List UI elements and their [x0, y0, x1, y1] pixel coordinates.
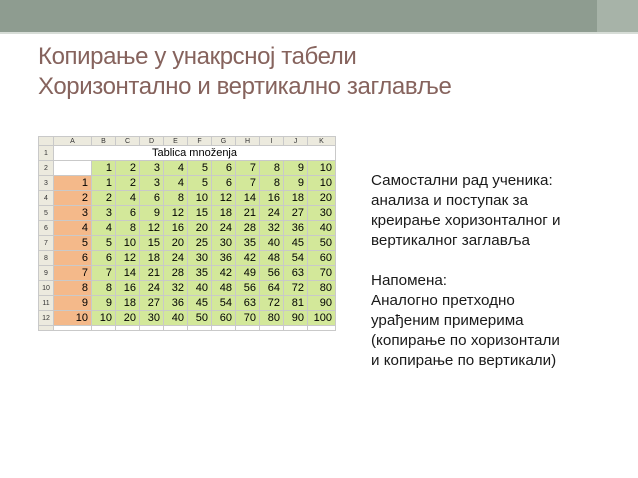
column-header-K[interactable]: K	[308, 137, 336, 146]
product-cell[interactable]: 25	[188, 236, 212, 251]
product-cell[interactable]: 49	[236, 266, 260, 281]
product-cell[interactable]: 1	[92, 176, 116, 191]
product-cell[interactable]: 30	[212, 236, 236, 251]
product-cell[interactable]: 9	[284, 176, 308, 191]
product-cell[interactable]: 5	[188, 176, 212, 191]
column-header-I[interactable]: I	[260, 137, 284, 146]
row-header-3[interactable]: 3	[39, 176, 54, 191]
product-cell[interactable]: 56	[260, 266, 284, 281]
column-header-E[interactable]: E	[164, 137, 188, 146]
product-cell[interactable]: 10	[308, 176, 336, 191]
row-header-5[interactable]: 5	[39, 206, 54, 221]
product-cell[interactable]: 30	[188, 251, 212, 266]
product-cell[interactable]: 72	[260, 296, 284, 311]
product-cell[interactable]: 56	[236, 281, 260, 296]
notes-line-4: вертикалног заглавља	[371, 232, 530, 249]
product-cell[interactable]: 6	[140, 191, 164, 206]
product-cell[interactable]: 21	[236, 206, 260, 221]
product-cell[interactable]: 9	[140, 206, 164, 221]
header-value-cell[interactable]: 4	[164, 161, 188, 176]
product-cell[interactable]: 30	[308, 206, 336, 221]
notes-line-9: и копирање по вертикали)	[371, 352, 557, 369]
column-header-A[interactable]: A	[54, 137, 92, 146]
product-cell[interactable]: 16	[164, 221, 188, 236]
product-cell[interactable]: 63	[284, 266, 308, 281]
product-cell[interactable]: 60	[212, 311, 236, 326]
notes-line-7: урађеним примерима	[371, 312, 524, 329]
product-cell[interactable]: 12	[116, 251, 140, 266]
row-header-partial	[39, 326, 54, 331]
header-value-cell[interactable]: 3	[140, 161, 164, 176]
product-cell[interactable]: 28	[164, 266, 188, 281]
product-cell[interactable]: 40	[188, 281, 212, 296]
product-cell[interactable]: 40	[164, 311, 188, 326]
empty-cell[interactable]	[92, 326, 116, 331]
table-row	[39, 176, 336, 191]
product-cell[interactable]: 45	[284, 236, 308, 251]
product-cell[interactable]: 36	[164, 296, 188, 311]
notes-line-2: анализа и поступак за	[371, 192, 528, 209]
partial-row	[39, 326, 336, 331]
product-cell[interactable]: 70	[236, 311, 260, 326]
table-row	[39, 296, 336, 311]
empty-cell[interactable]	[284, 326, 308, 331]
table-row	[39, 146, 336, 161]
product-cell[interactable]: 18	[212, 206, 236, 221]
table-row	[39, 251, 336, 266]
product-cell[interactable]: 6	[92, 251, 116, 266]
row-label-cell[interactable]: 3	[54, 206, 92, 221]
product-cell[interactable]: 20	[116, 311, 140, 326]
row-label-cell[interactable]: 2	[54, 191, 92, 206]
row-header-9[interactable]: 9	[39, 266, 54, 281]
product-cell[interactable]: 10	[188, 191, 212, 206]
corner-cell[interactable]	[54, 161, 92, 176]
row-header-11[interactable]: 11	[39, 296, 54, 311]
product-cell[interactable]: 24	[212, 221, 236, 236]
table-row	[39, 281, 336, 296]
header-value-cell[interactable]: 7	[236, 161, 260, 176]
slide-top-bar	[0, 0, 638, 32]
row-label-cell[interactable]: 4	[54, 221, 92, 236]
product-cell[interactable]: 90	[284, 311, 308, 326]
product-cell[interactable]: 54	[284, 251, 308, 266]
header-value-cell[interactable]: 5	[188, 161, 212, 176]
empty-cell[interactable]	[212, 326, 236, 331]
product-cell[interactable]: 10	[92, 311, 116, 326]
table-row	[39, 161, 336, 176]
row-label-cell[interactable]: 7	[54, 266, 92, 281]
column-header-G[interactable]: G	[212, 137, 236, 146]
product-cell[interactable]: 4	[92, 221, 116, 236]
slide-title	[38, 42, 451, 102]
product-cell[interactable]: 27	[140, 296, 164, 311]
product-cell[interactable]: 9	[92, 296, 116, 311]
product-cell[interactable]: 54	[212, 296, 236, 311]
notes-line-5: Напомена:	[371, 272, 448, 289]
product-cell[interactable]: 80	[260, 311, 284, 326]
product-cell[interactable]: 3	[140, 176, 164, 191]
product-cell[interactable]: 15	[188, 206, 212, 221]
table-row	[39, 266, 336, 281]
row-header-6[interactable]: 6	[39, 221, 54, 236]
notes-line-8: (копирање по хоризонтали	[371, 332, 560, 349]
product-cell[interactable]: 64	[260, 281, 284, 296]
slide-title-line-1: Копирање у унакрсној табели	[38, 43, 357, 70]
row-header-1[interactable]: 1	[39, 146, 54, 161]
spreadsheet-screenshot	[38, 136, 338, 331]
product-cell[interactable]: 63	[236, 296, 260, 311]
product-cell[interactable]: 50	[308, 236, 336, 251]
row-header-4[interactable]: 4	[39, 191, 54, 206]
product-cell[interactable]: 42	[236, 251, 260, 266]
row-label-cell[interactable]: 5	[54, 236, 92, 251]
empty-cell[interactable]	[164, 326, 188, 331]
product-cell[interactable]: 100	[308, 311, 336, 326]
empty-cell[interactable]	[188, 326, 212, 331]
notes-line-3: креирање хоризонталног и	[371, 212, 561, 229]
empty-cell[interactable]	[308, 326, 336, 331]
product-cell[interactable]: 70	[308, 266, 336, 281]
product-cell[interactable]: 28	[236, 221, 260, 236]
product-cell[interactable]: 40	[308, 221, 336, 236]
notes-line-6: Аналогно претходно	[371, 292, 515, 309]
empty-cell[interactable]	[54, 326, 92, 331]
slide-top-bar-accent	[597, 0, 638, 32]
row-label-cell[interactable]: 9	[54, 296, 92, 311]
product-cell[interactable]: 8	[92, 281, 116, 296]
product-cell[interactable]: 4	[164, 176, 188, 191]
product-cell[interactable]: 18	[116, 296, 140, 311]
header-value-cell[interactable]: 10	[308, 161, 336, 176]
product-cell[interactable]: 8	[164, 191, 188, 206]
table-row	[39, 191, 336, 206]
column-header-D[interactable]: D	[140, 137, 164, 146]
product-cell[interactable]: 2	[116, 176, 140, 191]
product-cell[interactable]: 48	[212, 281, 236, 296]
header-value-cell[interactable]: 9	[284, 161, 308, 176]
multiplication-table-grid	[38, 136, 336, 331]
product-cell[interactable]: 90	[308, 296, 336, 311]
product-cell[interactable]: 7	[92, 266, 116, 281]
product-cell[interactable]: 14	[116, 266, 140, 281]
product-cell[interactable]: 20	[308, 191, 336, 206]
product-cell[interactable]: 16	[116, 281, 140, 296]
column-header-J[interactable]: J	[284, 137, 308, 146]
column-header-B[interactable]: B	[92, 137, 116, 146]
product-cell[interactable]: 24	[140, 281, 164, 296]
instructions-text	[371, 171, 621, 371]
product-cell[interactable]: 20	[188, 221, 212, 236]
product-cell[interactable]: 12	[140, 221, 164, 236]
product-cell[interactable]: 35	[236, 236, 260, 251]
empty-cell[interactable]	[116, 326, 140, 331]
row-header-10[interactable]: 10	[39, 281, 54, 296]
product-cell[interactable]: 72	[284, 281, 308, 296]
slide-title-line-2: Хоризонтално и вертикално заглавље	[38, 73, 452, 100]
product-cell[interactable]: 2	[92, 191, 116, 206]
product-cell[interactable]: 18	[284, 191, 308, 206]
notes-line-1: Самостални рад ученика:	[371, 172, 553, 189]
product-cell[interactable]: 6	[116, 206, 140, 221]
product-cell[interactable]: 60	[308, 251, 336, 266]
product-cell[interactable]: 40	[260, 236, 284, 251]
product-cell[interactable]: 30	[140, 311, 164, 326]
product-cell[interactable]: 24	[164, 251, 188, 266]
product-cell[interactable]: 36	[284, 221, 308, 236]
header-value-cell[interactable]: 1	[92, 161, 116, 176]
product-cell[interactable]: 27	[284, 206, 308, 221]
select-all-corner[interactable]	[39, 137, 54, 146]
table-title-cell[interactable]: Tablica množenja	[54, 146, 336, 161]
product-cell[interactable]: 20	[164, 236, 188, 251]
product-cell[interactable]: 18	[140, 251, 164, 266]
product-cell[interactable]: 45	[188, 296, 212, 311]
table-row	[39, 236, 336, 251]
empty-cell[interactable]	[260, 326, 284, 331]
product-cell[interactable]: 35	[188, 266, 212, 281]
table-row	[39, 311, 336, 326]
product-cell[interactable]: 4	[116, 191, 140, 206]
row-label-cell[interactable]: 6	[54, 251, 92, 266]
slide-top-divider	[0, 32, 638, 34]
row-header-12[interactable]: 12	[39, 311, 54, 326]
notes-spacer	[371, 251, 621, 271]
product-cell[interactable]: 16	[260, 191, 284, 206]
product-cell[interactable]: 32	[260, 221, 284, 236]
table-row	[39, 221, 336, 236]
product-cell[interactable]: 21	[140, 266, 164, 281]
product-cell[interactable]: 5	[92, 236, 116, 251]
product-cell[interactable]: 6	[212, 176, 236, 191]
product-cell[interactable]: 36	[212, 251, 236, 266]
product-cell[interactable]: 10	[116, 236, 140, 251]
column-header-row	[39, 137, 336, 146]
row-header-7[interactable]: 7	[39, 236, 54, 251]
product-cell[interactable]: 15	[140, 236, 164, 251]
row-header-8[interactable]: 8	[39, 251, 54, 266]
row-header-2[interactable]: 2	[39, 161, 54, 176]
column-header-C[interactable]: C	[116, 137, 140, 146]
row-label-cell[interactable]: 8	[54, 281, 92, 296]
column-header-H[interactable]: H	[236, 137, 260, 146]
header-value-cell[interactable]: 2	[116, 161, 140, 176]
row-label-cell[interactable]: 10	[54, 311, 92, 326]
header-value-cell[interactable]: 6	[212, 161, 236, 176]
empty-cell[interactable]	[140, 326, 164, 331]
product-cell[interactable]: 42	[212, 266, 236, 281]
product-cell[interactable]: 8	[116, 221, 140, 236]
product-cell[interactable]: 12	[164, 206, 188, 221]
product-cell[interactable]: 14	[236, 191, 260, 206]
product-cell[interactable]: 81	[284, 296, 308, 311]
row-label-cell[interactable]: 1	[54, 176, 92, 191]
empty-cell[interactable]	[236, 326, 260, 331]
product-cell[interactable]: 80	[308, 281, 336, 296]
product-cell[interactable]: 48	[260, 251, 284, 266]
header-value-cell[interactable]: 8	[260, 161, 284, 176]
product-cell[interactable]: 24	[260, 206, 284, 221]
product-cell[interactable]: 12	[212, 191, 236, 206]
column-header-F[interactable]: F	[188, 137, 212, 146]
product-cell[interactable]: 3	[92, 206, 116, 221]
table-row	[39, 206, 336, 221]
product-cell[interactable]: 50	[188, 311, 212, 326]
product-cell[interactable]: 32	[164, 281, 188, 296]
product-cell[interactable]: 8	[260, 176, 284, 191]
product-cell[interactable]: 7	[236, 176, 260, 191]
